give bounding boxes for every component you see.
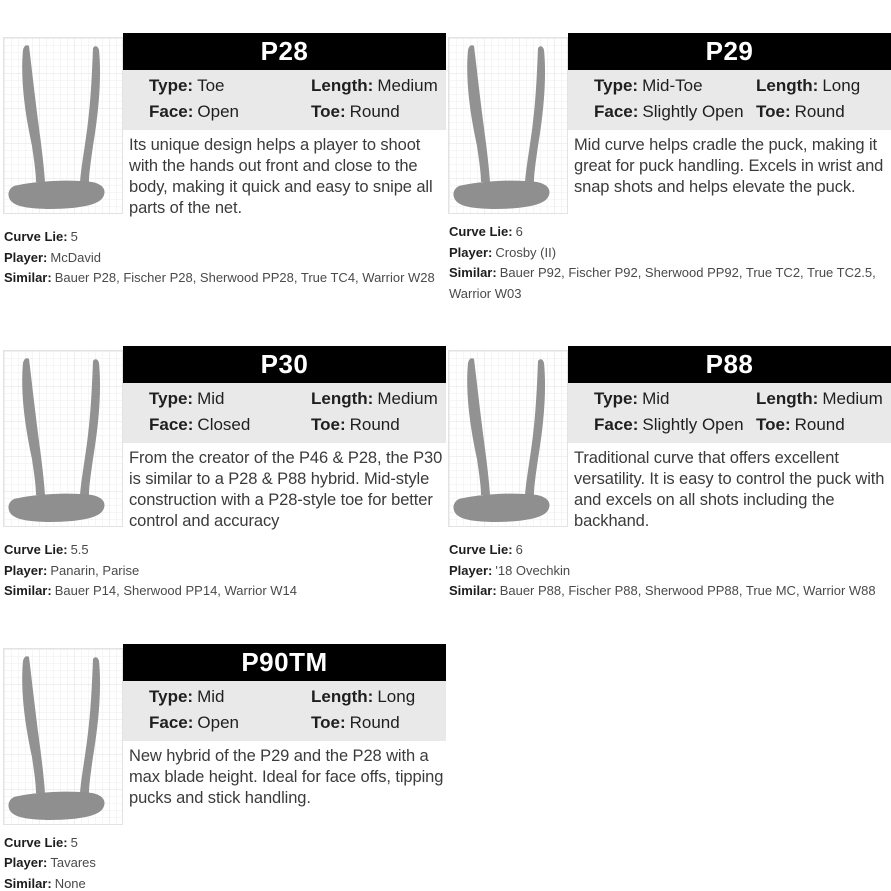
curve-card-p88 (448, 346, 891, 602)
blade-silhouette-icon (4, 38, 122, 213)
specs-panel (568, 383, 891, 443)
spec-face: Face: Slightly Open (594, 102, 744, 121)
blade-silhouette-icon (4, 351, 122, 526)
curve-name-header: P90TM (123, 644, 446, 681)
curve-lie-line: Curve Lie: 6 (449, 542, 523, 557)
spec-length: Length: Long (756, 76, 861, 95)
curve-description: Mid curve helps cradle the puck, making it great for puck handling. Excels in wrist and snap shots and helps elevate the puck. (574, 136, 884, 196)
curve-description: New hybrid of the P29 and the P28 with a max blade height. Ideal for face offs, tipping pucks and stick handling. (129, 746, 444, 807)
curve-card-p90tm (3, 644, 446, 891)
similar-line: Similar: Bauer P88, Fischer P88, Sherwood PP88, True MC, Warrior W88 (449, 583, 876, 598)
blade-curve-image (448, 37, 568, 214)
card-main (123, 346, 446, 532)
spec-face: Face: Closed (149, 415, 251, 434)
similar-line: Similar: Bauer P28, Fischer P28, Sherwood PP28, True TC4, Warrior W28 (4, 270, 435, 285)
spec-face: Face: Slightly Open (594, 415, 744, 434)
blade-silhouette-icon (449, 351, 567, 526)
curve-description: Its unique design helps a player to shoot with the hands out front and close to the body, making it quick and easy to snipe all parts of the net. (129, 136, 433, 217)
spec-type: Type: Mid-Toe (594, 76, 703, 95)
curve-meta (3, 227, 446, 289)
card-main (568, 33, 891, 198)
player-line: Player: Panarin, Parise (4, 562, 140, 578)
blade-silhouette-icon (4, 649, 122, 824)
player-line: Player: Crosby (II) (449, 244, 557, 260)
card-top (3, 644, 446, 825)
curve-meta (448, 222, 891, 304)
spec-toe: Toe: Round (311, 102, 400, 121)
spec-type: Type: Mid (594, 389, 670, 408)
curve-meta (448, 540, 891, 602)
cards-grid (3, 33, 891, 891)
curve-lie-line: Curve Lie: 6 (449, 224, 523, 239)
spec-type: Type: Mid (149, 686, 225, 706)
curve-card-p28 (3, 33, 446, 304)
curve-description: Traditional curve that offers excellent versatility. It is easy to control the puck with and excels on all shots including the backhand. (574, 449, 885, 530)
blade-silhouette-icon (449, 38, 567, 213)
spec-length: Length: Medium (311, 76, 438, 95)
blade-curve-image (3, 648, 123, 825)
curve-lie-line: Curve Lie: 5 (4, 834, 78, 850)
spec-length: Length: Long (311, 686, 416, 706)
card-main (568, 346, 891, 532)
player-line: Player: McDavid (4, 249, 101, 265)
blade-curve-image (3, 37, 123, 214)
spec-face: Face: Open (149, 102, 240, 121)
curve-card-p30 (3, 346, 446, 602)
card-top (3, 33, 446, 219)
similar-line: Similar: Bauer P92, Fischer P92, Sherwood PP92, True TC2, True TC2.5, Warrior W03 (449, 265, 876, 301)
curve-lie-line: Curve Lie: 5 (4, 229, 78, 244)
blade-curve-image (3, 350, 123, 527)
curve-meta (3, 540, 446, 602)
card-top (3, 346, 446, 532)
spec-type: Type: Toe (149, 76, 225, 95)
specs-panel (123, 70, 446, 130)
spec-face: Face: Open (149, 712, 240, 732)
spec-toe: Toe: Round (311, 415, 400, 434)
card-top (448, 346, 891, 532)
curve-lie-line: Curve Lie: 5.5 (4, 542, 89, 557)
curve-meta (3, 833, 446, 891)
blade-curve-image (448, 350, 568, 527)
spec-toe: Toe: Round (756, 102, 845, 121)
curve-name-header: P29 (568, 33, 891, 70)
card-main (123, 644, 446, 809)
card-top (448, 33, 891, 214)
spec-length: Length: Medium (756, 389, 883, 408)
player-line: Player: Tavares (4, 855, 96, 870)
spec-type: Type: Mid (149, 389, 225, 408)
curve-name-header: P30 (123, 346, 446, 383)
player-line: Player: '18 Ovechkin (449, 562, 571, 578)
curve-name-header: P28 (123, 33, 446, 70)
curve-name-header: P88 (568, 346, 891, 383)
curve-description: From the creator of the P46 & P28, the P30 is similar to a P28 & P88 hybrid. Mid-style construction with a P28-style toe for better control and accuracy (129, 449, 443, 530)
specs-panel (568, 70, 891, 130)
curve-card-p29 (448, 33, 891, 304)
spec-toe: Toe: Round (756, 415, 845, 434)
specs-panel (123, 383, 446, 443)
spec-toe: Toe: Round (311, 712, 400, 732)
similar-line: Similar: Bauer P14, Sherwood PP14, Warrior W14 (4, 583, 297, 598)
spec-length: Length: Medium (311, 389, 438, 408)
specs-panel (123, 681, 446, 741)
similar-line: Similar: None (4, 875, 86, 891)
card-main (123, 33, 446, 219)
